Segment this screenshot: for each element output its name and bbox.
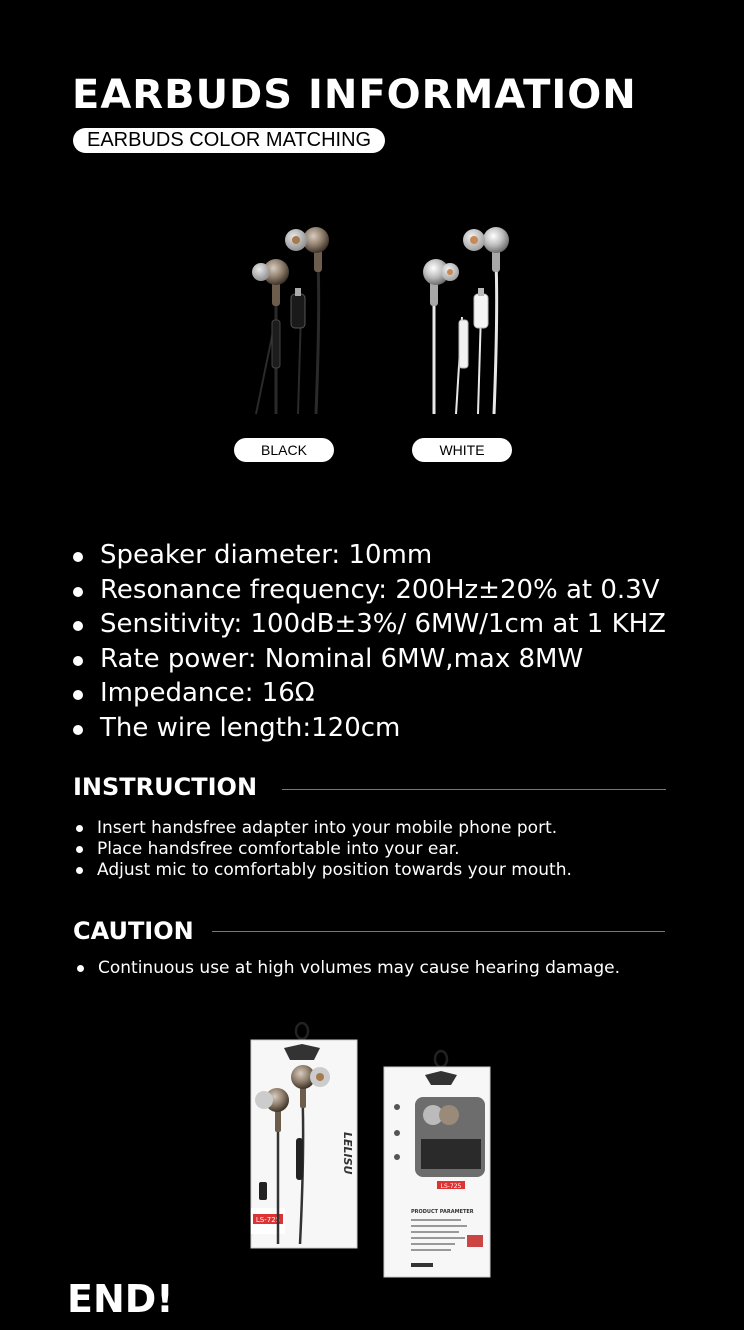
instruction-divider — [282, 789, 666, 790]
instruction-list — [73, 818, 572, 881]
caution-list — [74, 958, 620, 979]
white-earbuds-image — [416, 222, 516, 417]
package-front-image — [250, 1022, 358, 1250]
caution-divider — [212, 931, 665, 932]
white-color-label: WHITE — [412, 438, 512, 462]
instruction-heading: INSTRUCTION — [73, 773, 258, 801]
spec-item: Rate power: Nominal 6MW,max 8MW — [70, 642, 666, 677]
package-param-title: PRODUCT PARAMETER — [411, 1209, 474, 1215]
spec-item: Impedance: 16Ω — [70, 676, 666, 711]
spec-item: Resonance frequency: 200Hz±20% at 0.3V — [70, 573, 666, 608]
spec-item: Sensitivity: 100dB±3%/ 6MW/1cm at 1 KHZ — [70, 607, 666, 642]
instruction-item: Insert handsfree adapter into your mobile phone port. — [73, 818, 572, 839]
black-earbuds-image — [236, 222, 336, 417]
end-label: END! — [67, 1277, 174, 1321]
page-title: EARBUDS INFORMATION — [72, 72, 637, 118]
black-color-label: BLACK — [234, 438, 334, 462]
subtitle-badge: EARBUDS COLOR MATCHING — [73, 128, 385, 153]
spec-item: The wire length:120cm — [70, 711, 666, 746]
instruction-item: Place handsfree comfortable into your ear. — [73, 839, 572, 860]
spec-item: Speaker diameter: 10mm — [70, 538, 666, 573]
package-model-text: LS-725 — [255, 1216, 281, 1224]
caution-item: Continuous use at high volumes may cause hearing damage. — [74, 958, 620, 979]
spec-list — [70, 538, 666, 745]
instruction-item: Adjust mic to comfortably position towards your mouth. — [73, 860, 572, 881]
package-back-image — [383, 1049, 491, 1279]
package-brand-text: LELISU — [341, 1132, 354, 1175]
caution-heading: CAUTION — [73, 917, 194, 945]
package-back-model-text: LS-725 — [440, 1183, 462, 1190]
